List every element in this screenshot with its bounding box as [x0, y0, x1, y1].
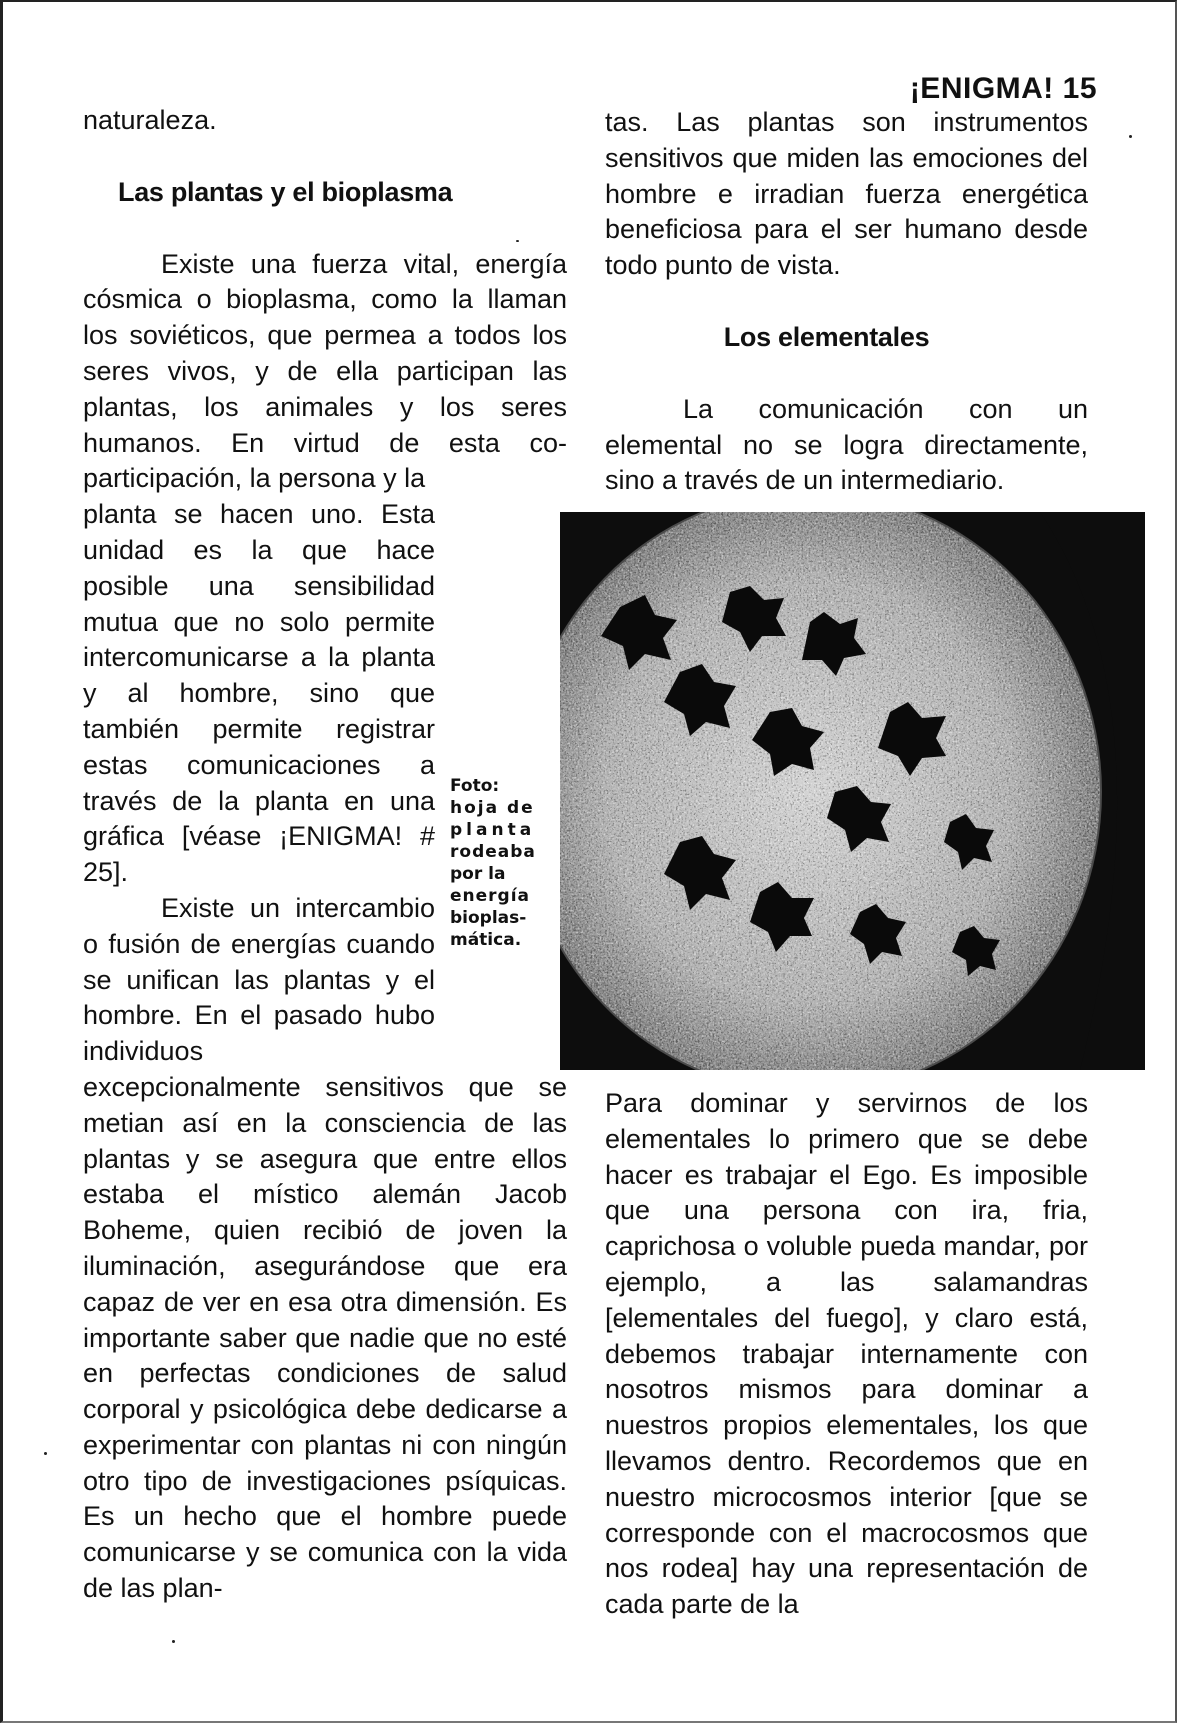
caption-line: bioplas- — [450, 908, 527, 928]
photo-caption — [450, 775, 550, 951]
running-header: ¡ENIGMA! 15 — [909, 72, 1097, 105]
caption-line: mática. — [450, 930, 522, 950]
paragraph-dominate-elementals: Para dominar y servirnos de los elementales lo primero que se debe hacer es trabajar el Ego. Es imposible que una persona con ira, fria, caprichosa o voluble pueda mandar, por ejemplo, a las salamandras [elementales del fuego], y claro está, debemos trabajar internamente con nosotros mismos para dominar a nuestros propios elementales, los que llevamos dentro. Recordemos que en nuestro microcosmos interior [que se corresponde con el macrocosmos que nos rodea] hay una representación de cada parte de la — [605, 1088, 1088, 1620]
scan-speck — [44, 1452, 47, 1455]
paragraph-bioplasma-full: Existe una fuerza vital, energía cósmica o bioplasma, como la llaman los soviéticos, que permea a todos los seres vivos, y de ella participan las plantas, los animales y los seres humanos. En virtud de esta co-participación, la persona y la — [83, 248, 567, 494]
paragraph-elemental-communication: La comunicación con un elemental no se logra directamente, sino a través de un intermediario. — [605, 393, 1088, 496]
paragraph-exchange-full: excepcionalmente sensitivos que se metian así en la consciencia de las plantas y se asegura que entre ellos estaba el místico alemán Jacob Boheme, quien recibió de joven la iluminación, asegurándose que era capaz de ver en esa otra dimensión. Es importante saber que nadie que no esté en perfectas condiciones de salud corporal y psicológica debe dedicarse a experimentar con plantas ni con ningún otro tipo de investigaciones psíquicas. Es un hecho que el hombre puede comunicarse y se comunica con la vida de las plan- — [83, 1071, 567, 1604]
caption-line: rodeaba — [450, 842, 536, 862]
continuation-line: naturaleza. — [83, 105, 217, 135]
paragraph-bioplasma-narrow: planta se hacen uno. Esta unidad es la que hace posible una sensibilidad mutua que no solo permite intercomunicarse a la planta y al hombre, sino que también permite registrar estas comunicaciones a través de la planta en una gráfica [véase ¡ENIGMA! # 25]. — [83, 499, 435, 888]
right-column-bottom — [605, 1086, 1088, 1623]
right-column-top — [605, 105, 1088, 499]
section-heading-elementals: Los elementales — [723, 321, 930, 352]
scan-speck — [516, 240, 519, 242]
scan-speck — [1129, 135, 1132, 138]
paragraph-exchange-narrow: Existe un intercambio o fusión de energías cuando se unifican las plantas y el hombre. En el pasado hubo individuos — [83, 892, 435, 1067]
caption-line: Foto: — [450, 776, 500, 796]
leaf-bioplasma-photo — [560, 512, 1145, 1070]
caption-line: por la — [450, 864, 506, 884]
caption-line: energía — [450, 886, 531, 906]
caption-line: hoja de — [450, 798, 535, 818]
section-heading-bioplasma: Las plantas y el bioplasma — [118, 176, 453, 207]
scan-speck — [172, 1640, 175, 1643]
paragraph-plants-instruments: tas. Las plantas son instrumentos sensitivos que miden las emociones del hombre e irradian fuerza energética beneficiosa para el ser humano desde todo punto de vista. — [605, 107, 1088, 281]
caption-line: planta — [450, 820, 536, 840]
